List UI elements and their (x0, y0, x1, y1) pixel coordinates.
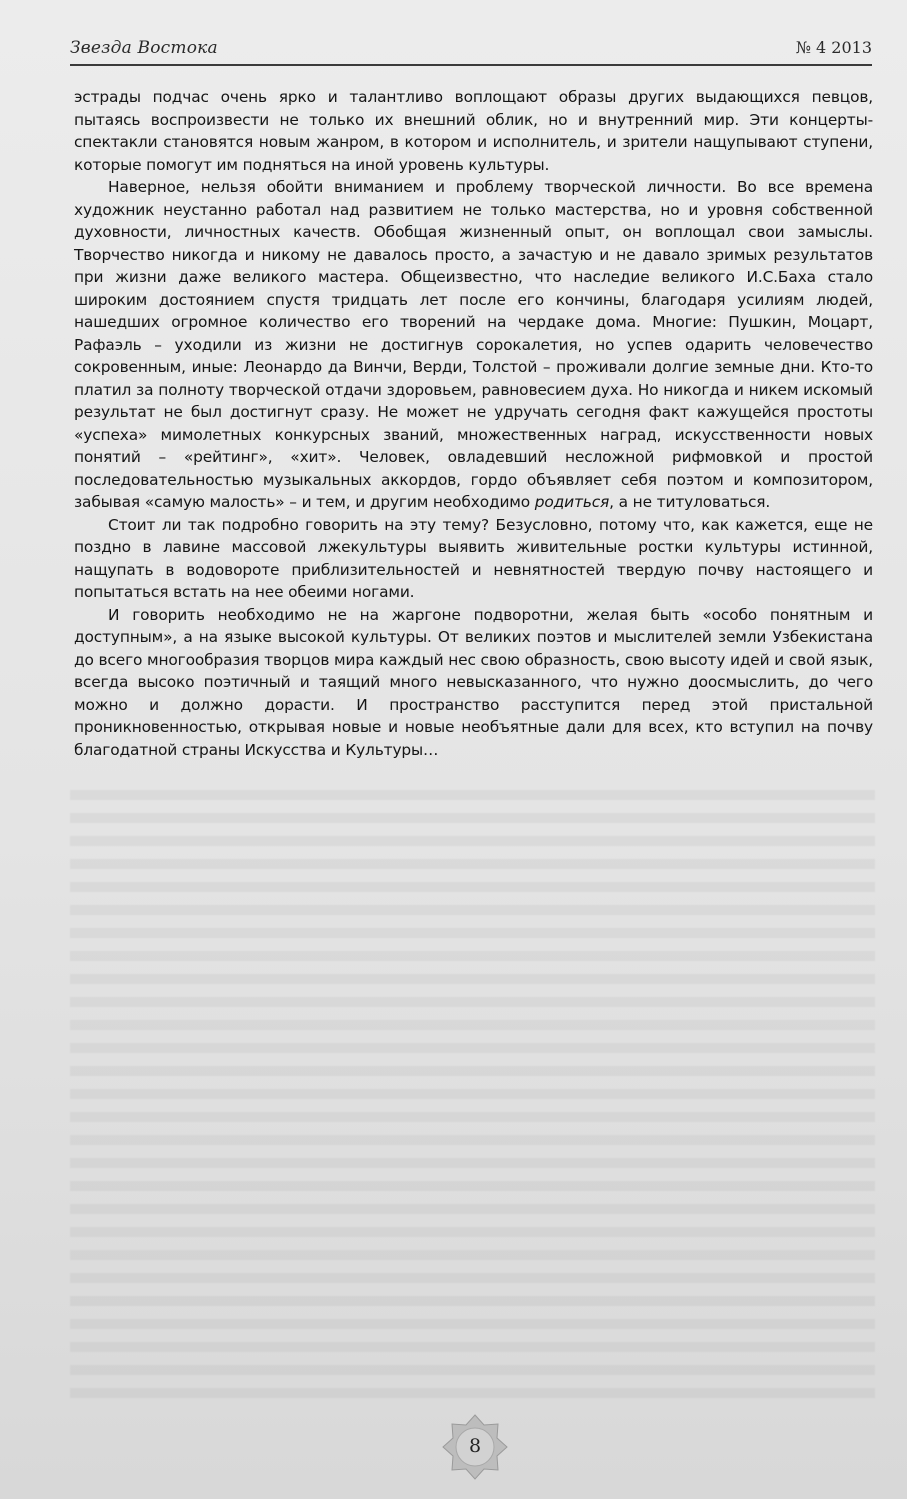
issue-number: № 4 2013 (795, 38, 872, 57)
italic-word: родиться (534, 493, 610, 511)
paragraph-2-end: , а не титуловаться. (609, 493, 771, 511)
paragraph-2 (74, 176, 873, 514)
paragraph-1: эстрады подчас очень ярко и талантливо воплощают образы других выдающихся певцов, пытаясь воспроизвести не только их внешний облик, но и внутренний мир. Эти концерты-спектакли становятся новым жанром, в котором и исполнитель, и зрители нащупывают ступени, которые помогут им подняться на иной уровень культуры. (74, 88, 873, 174)
running-header (70, 38, 872, 62)
article-body (74, 86, 873, 761)
page-number: 8 (468, 1435, 482, 1457)
header-rule (70, 64, 872, 66)
paragraph-2-text: Наверное, нельзя обойти вниманием и проблему творческой личности. Во все времена художник неустанно работал над развитием не только мастерства, но и уровня собственной духовности, личностных качеств. Обобщая жизненный опыт, он воплощал свои замыслы. Творчество никогда и никому не давалось просто, а зачастую и не давало зримых результатов при жизни даже великого мастера. Общеизвестно, что наследие великого И.С.Баха стало широким достоянием спустя тридцать лет после его кончины, благодаря усилиям людей, нашедших огромное количество его творений на чердаке дома. Многие: Пушкин, Моцарт, Рафаэль – уходили из жизни не достигнув сорокалетия, но успев одарить человечество сокровенным, иные: Леонардо да Винчи, Верди, Толстой – проживали долгие земные дни. Кто-то платил за полноту творческой отдачи здоровьем, равновесием духа. Но никогда и никем искомый результат не был достигнут сразу. Не может не удручать сегодня факт кажущейся простоты «успеха» мимолетных конкурсных званий, множественных наград, искусственности новых понятий – «рейтинг», «хит». Человек, овладевший несложной рифмовкой и простой последовательностью музыкальных аккордов, гордо объявляет себя поэтом и композитором, забывая «самую малость» – и тем, и другим необходимо (74, 178, 873, 511)
journal-name: Звезда Востока (70, 38, 218, 58)
paragraph-3: Стоит ли так подробно говорить на эту тему? Безусловно, потому что, как кажется, еще не поздно в лавине массовой лжекультуры выявить живительные ростки культуры истинной, нащупать в водовороте приблизительностей и невнятностей твердую почву настоящего и попытаться встать на нее обеими ногами. (74, 515, 873, 601)
show-through-bleed (70, 790, 875, 1400)
paragraph-4: И говорить необходимо не на жаргоне подворотни, желая быть «особо понятным и доступным», а на языке высокой культуры. От великих поэтов и мыслителей земли Узбекистана до всего многообразия творцов мира каждый нес свою образность, свою высоту идей и свой язык, всегда высоко поэтичный и таящий много невысказанного, что нужно доосмыслить, до чего можно и должно дорасти. И пространство расступится перед этой пристальной проникновенностью, открывая новые и новые необъятные дали для всех, кто вступил на почву благодатной страны Искусства и Культуры… (74, 605, 873, 759)
